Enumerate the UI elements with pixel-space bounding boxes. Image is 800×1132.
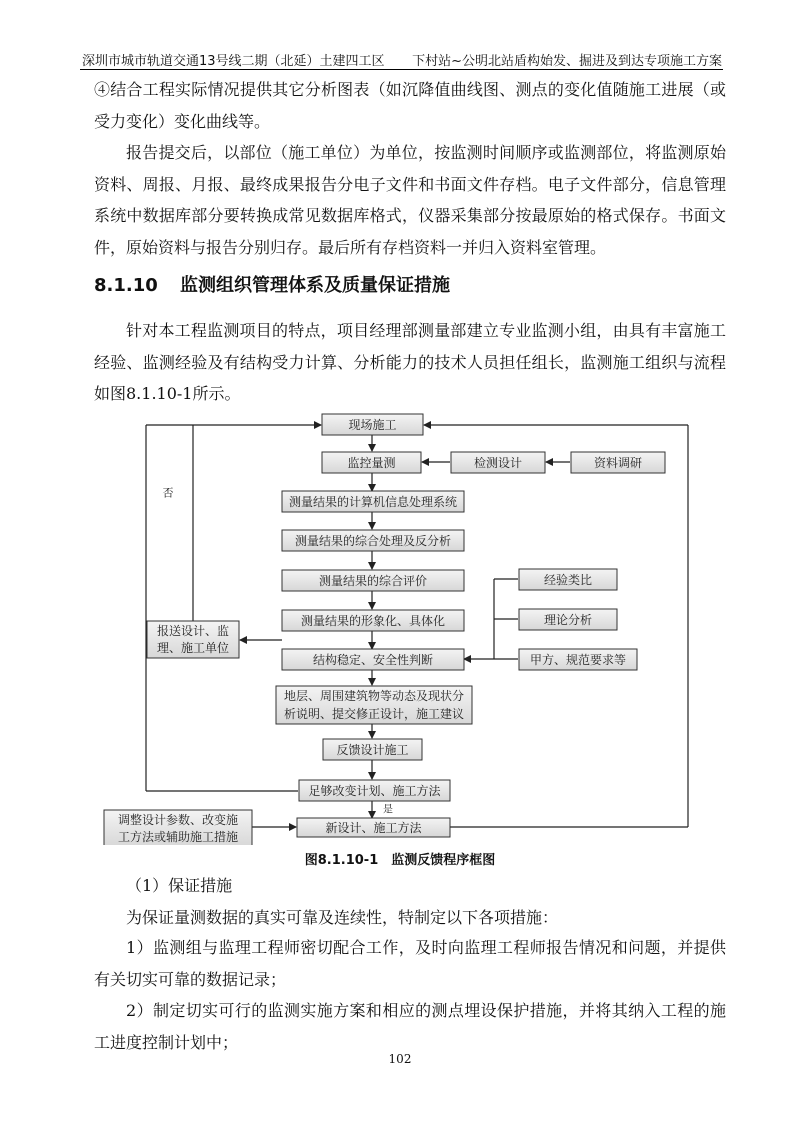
box-research-label: 资料调研 bbox=[593, 456, 643, 470]
box-adjust-label-1: 调整设计参数、改变施 bbox=[117, 813, 239, 827]
header-divider bbox=[80, 69, 723, 70]
box-feedback-label: 反馈设计施工 bbox=[336, 743, 409, 757]
box-owner-label: 甲方、规范要求等 bbox=[529, 653, 627, 667]
header-right: 下村站~公明北站盾构始发、掘进及到达专项施工方案 bbox=[412, 54, 722, 69]
measures-item2: 2）制定切实可行的监测实施方案和相应的测点埋设保护措施，并将其纳入工程的施工进度控制计划中； bbox=[94, 1001, 726, 1052]
box-computer-label: 测量结果的计算机信息处理系统 bbox=[288, 495, 458, 509]
label-yes: 是 bbox=[383, 804, 393, 816]
page-number: 102 bbox=[388, 1052, 412, 1066]
section-title: 监测组织管理体系及质量保证措施 bbox=[180, 275, 450, 296]
paragraph-item4: ④结合工程实际情况提供其它分析图表（如沉降值曲线图、测点的变化值随施工进展（或受力变化）变化曲线等。 bbox=[94, 80, 726, 131]
box-design-label: 检测设计 bbox=[473, 456, 523, 470]
box-report-label-2: 理、施工单位 bbox=[156, 641, 230, 655]
box-newdesign-label: 新设计、施工方法 bbox=[325, 821, 422, 835]
box-visual-label: 测量结果的形象化、具体化 bbox=[300, 614, 446, 628]
measures-intro: 为保证量测数据的真实可靠及连续性，特制定以下各项措施： bbox=[126, 908, 559, 927]
label-no: 否 bbox=[162, 486, 174, 500]
box-site-label: 现场施工 bbox=[348, 418, 397, 432]
section-number: 8.1.10 bbox=[94, 275, 158, 296]
measures-title: （1）保证措施 bbox=[126, 876, 233, 895]
box-enough-label: 足够改变计划、施工方法 bbox=[308, 784, 441, 798]
box-stability-label: 结构稳定、安全性判断 bbox=[312, 653, 434, 667]
box-analysis-label-2: 析说明、提交修正设计，施工建议 bbox=[283, 707, 465, 721]
box-comprehensive-label: 测量结果的综合处理及反分析 bbox=[294, 534, 452, 548]
figure-caption: 图8.1.10-1 监测反馈程序框图 bbox=[304, 853, 496, 868]
box-evaluate-label: 测量结果的综合评价 bbox=[318, 574, 428, 588]
box-monitor-label: 监控量测 bbox=[347, 456, 396, 470]
measures-item1: 1）监测组与监理工程师密切配合工作，及时向监理工程师报告情况和问题，并提供有关切实可靠的数据记录； bbox=[94, 938, 726, 989]
box-analysis-label-1: 地层、周围建筑物等动态及现状分 bbox=[283, 689, 465, 703]
box-experience-label: 经验类比 bbox=[543, 573, 593, 587]
header-left: 深圳市城市轨道交通13号线二期（北延）土建四工区 bbox=[82, 54, 385, 69]
box-report-label-1: 报送设计、监 bbox=[156, 624, 230, 638]
paragraph-section: 针对本工程监测项目的特点，项目经理部测量部建立专业监测小组，由具有丰富施工经验、监测经验及有结构受力计算、分析能力的技术人员担任组长，监测施工组织与流程如图8.1.10-1所示。 bbox=[94, 321, 726, 403]
box-theory-label: 理论分析 bbox=[543, 613, 593, 627]
box-adjust-label-2: 工方法或辅助施工措施 bbox=[117, 830, 239, 844]
flowchart bbox=[0, 405, 800, 845]
section-heading bbox=[94, 271, 450, 297]
paragraph-report: 报告提交后，以部位（施工单位）为单位，按监测时间顺序或监测部位，将监测原始资料、周报、月报、最终成果报告分电子文件和书面文件存档。电子文件部分，信息管理系统中数据库部分要转换成常见数据库格式，仪器采集部分按最原始的格式保存。书面文件，原始资料与报告分别归存。最后所有存档资料一并归入资料室管理。 bbox=[94, 143, 726, 257]
